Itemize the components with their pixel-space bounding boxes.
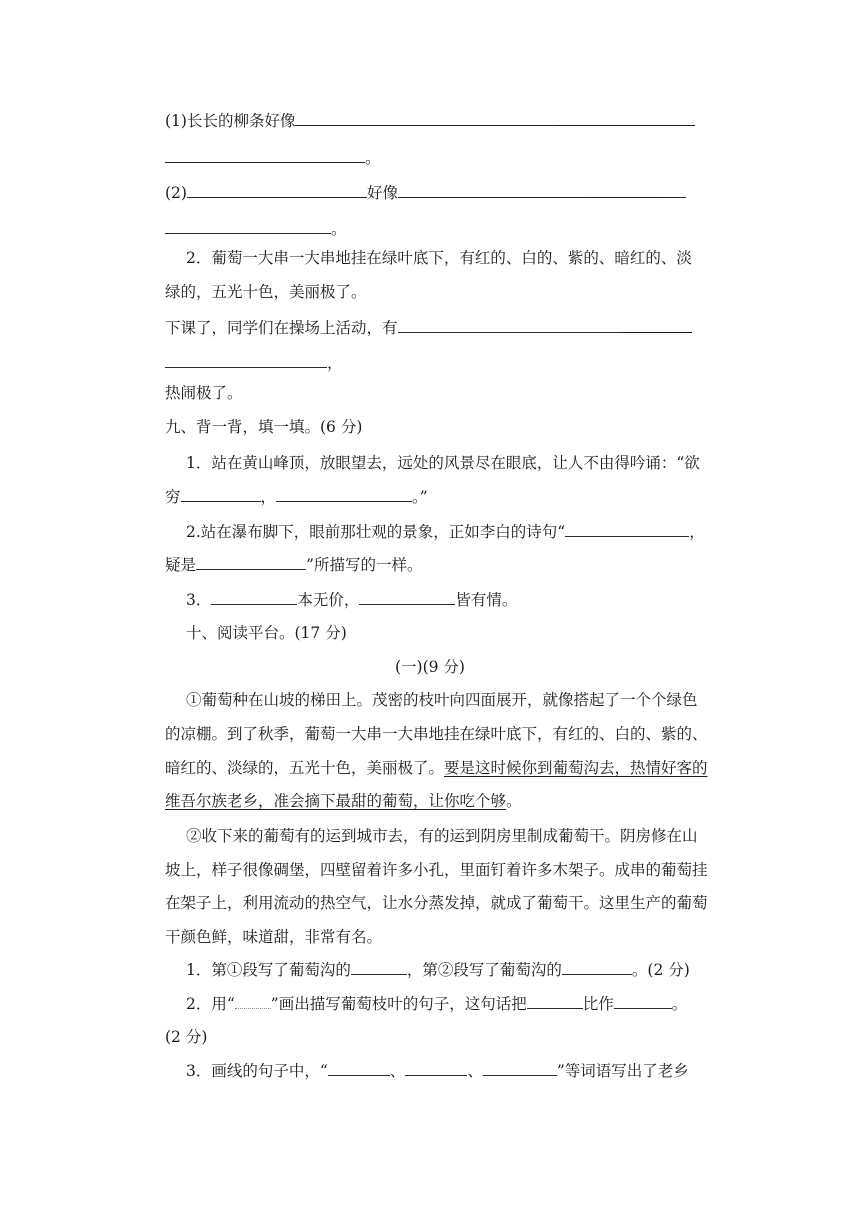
- answer-blank[interactable]: [181, 487, 261, 502]
- answer-blank[interactable]: [351, 960, 407, 975]
- exercise-8-q1-1-line2: 。: [165, 148, 381, 168]
- q2-text-line2: 绿的，五光十色，美丽极了。: [165, 283, 367, 301]
- answer-blank[interactable]: [622, 318, 692, 333]
- s10-q2-score: (2 分): [165, 1028, 208, 1046]
- answer-blank[interactable]: [165, 148, 365, 163]
- underlined-sentence: 维吾尔族老乡，准会摘下最甜的葡萄，让你吃个够: [165, 792, 507, 810]
- s9-q1-line2: 穷 ， 。”: [165, 488, 428, 506]
- section-9-heading: 九、背一背，填一填。(6 分): [165, 418, 363, 436]
- underlined-sentence: 要是这时候你到葡萄沟去，热情好客的: [444, 759, 708, 777]
- answer-blank[interactable]: [359, 590, 455, 605]
- s9-q2-line2: 疑是 ”所描写的一样。: [165, 556, 423, 574]
- s10-q1: 1．第①段写了葡萄沟的 ，第②段写了葡萄沟的 。(2 分): [186, 961, 690, 979]
- answer-blank[interactable]: [590, 183, 662, 198]
- exercise-8-q1-2-line2: 。: [165, 219, 347, 239]
- s9-q1-line1: 1．站在黄山峰顶，放眼望去，远处的风景尽在眼底，让人不由得吟诵：“欲: [186, 454, 700, 472]
- exercise-8-q1-2: (2) 好像: [165, 183, 686, 203]
- answer-blank[interactable]: [295, 111, 557, 126]
- exercise-8-q1-1: [165, 111, 695, 131]
- answer-blank[interactable]: [398, 318, 622, 333]
- answer-blank[interactable]: [565, 522, 689, 537]
- answer-blank[interactable]: [165, 353, 327, 368]
- para2-line2: 坡上，样子很像碉堡，四壁留着许多小孔，里面钉着许多木架子。成串的葡萄挂: [165, 861, 708, 879]
- para2-line1: ②收下来的葡萄有的运到城市去，有的运到阴房里制成葡萄干。阴房修在山: [186, 827, 698, 845]
- para2-line4: 干颜色鲜，味道甜，非常有名。: [165, 928, 383, 946]
- answer-blank[interactable]: [328, 1061, 390, 1076]
- s10-q3: 3．画线的句子中，“ 、 、 ”等词语写出了老乡: [186, 1062, 689, 1080]
- s9-q3: 3． 本无价， 皆有情。: [186, 591, 518, 609]
- q2-task-line2: ，: [165, 353, 343, 373]
- answer-blank[interactable]: [405, 1061, 467, 1076]
- answer-blank[interactable]: [614, 994, 672, 1009]
- answer-blank[interactable]: [562, 960, 632, 975]
- para2-line3: 在架子上，利用流动的热空气，让水分蒸发掉，就成了葡萄干。这里生产的葡萄: [165, 894, 708, 912]
- answer-blank[interactable]: [557, 111, 695, 126]
- para1-line1: ①葡萄种在山坡的梯田上。茂密的枝叶向四面展开，就像搭起了一个个绿色: [186, 691, 698, 709]
- s9-q2: 2.站在瀑布脚下，眼前那壮观的景象，正如李白的诗句“ ，: [186, 523, 705, 541]
- para1-line2: 的凉棚。到了秋季，葡萄一大串一大串地挂在绿叶底下，有红的、白的、紫的、: [165, 725, 708, 743]
- q2-text-line1: 2．葡萄一大串一大串地挂在绿叶底下，有红的、白的、紫的、暗红的、淡: [186, 249, 692, 267]
- answer-blank[interactable]: [398, 183, 590, 198]
- answer-blank[interactable]: [211, 590, 297, 605]
- answer-blank[interactable]: [662, 183, 686, 198]
- answer-blank[interactable]: [527, 994, 583, 1009]
- para1-line3: 暗红的、淡绿的，五光十色，美丽极了。要是这时候你到葡萄沟去，热情好客的: [165, 759, 708, 777]
- answer-blank[interactable]: [196, 555, 306, 570]
- s10-q2: 2．用“ ”画出描写葡萄枝叶的句子，这句话把 比作 。: [186, 995, 688, 1013]
- q1-1-prefix: (1)长长的柳条好像: [165, 112, 296, 130]
- answer-blank[interactable]: [187, 183, 367, 198]
- wavy-line-mark: [235, 994, 271, 1009]
- para1-line4: 维吾尔族老乡，准会摘下最甜的葡萄，让你吃个够。: [165, 792, 522, 810]
- answer-blank[interactable]: [483, 1061, 557, 1076]
- section-10-heading: 十、阅读平台。(17 分): [186, 624, 347, 642]
- q2-task: 下课了，同学们在操场上活动，有: [165, 318, 692, 338]
- part-1-title: (一)(9 分): [395, 658, 465, 676]
- answer-blank[interactable]: [276, 487, 412, 502]
- q2-ending: 热闹极了。: [165, 384, 243, 402]
- answer-blank[interactable]: [165, 219, 331, 234]
